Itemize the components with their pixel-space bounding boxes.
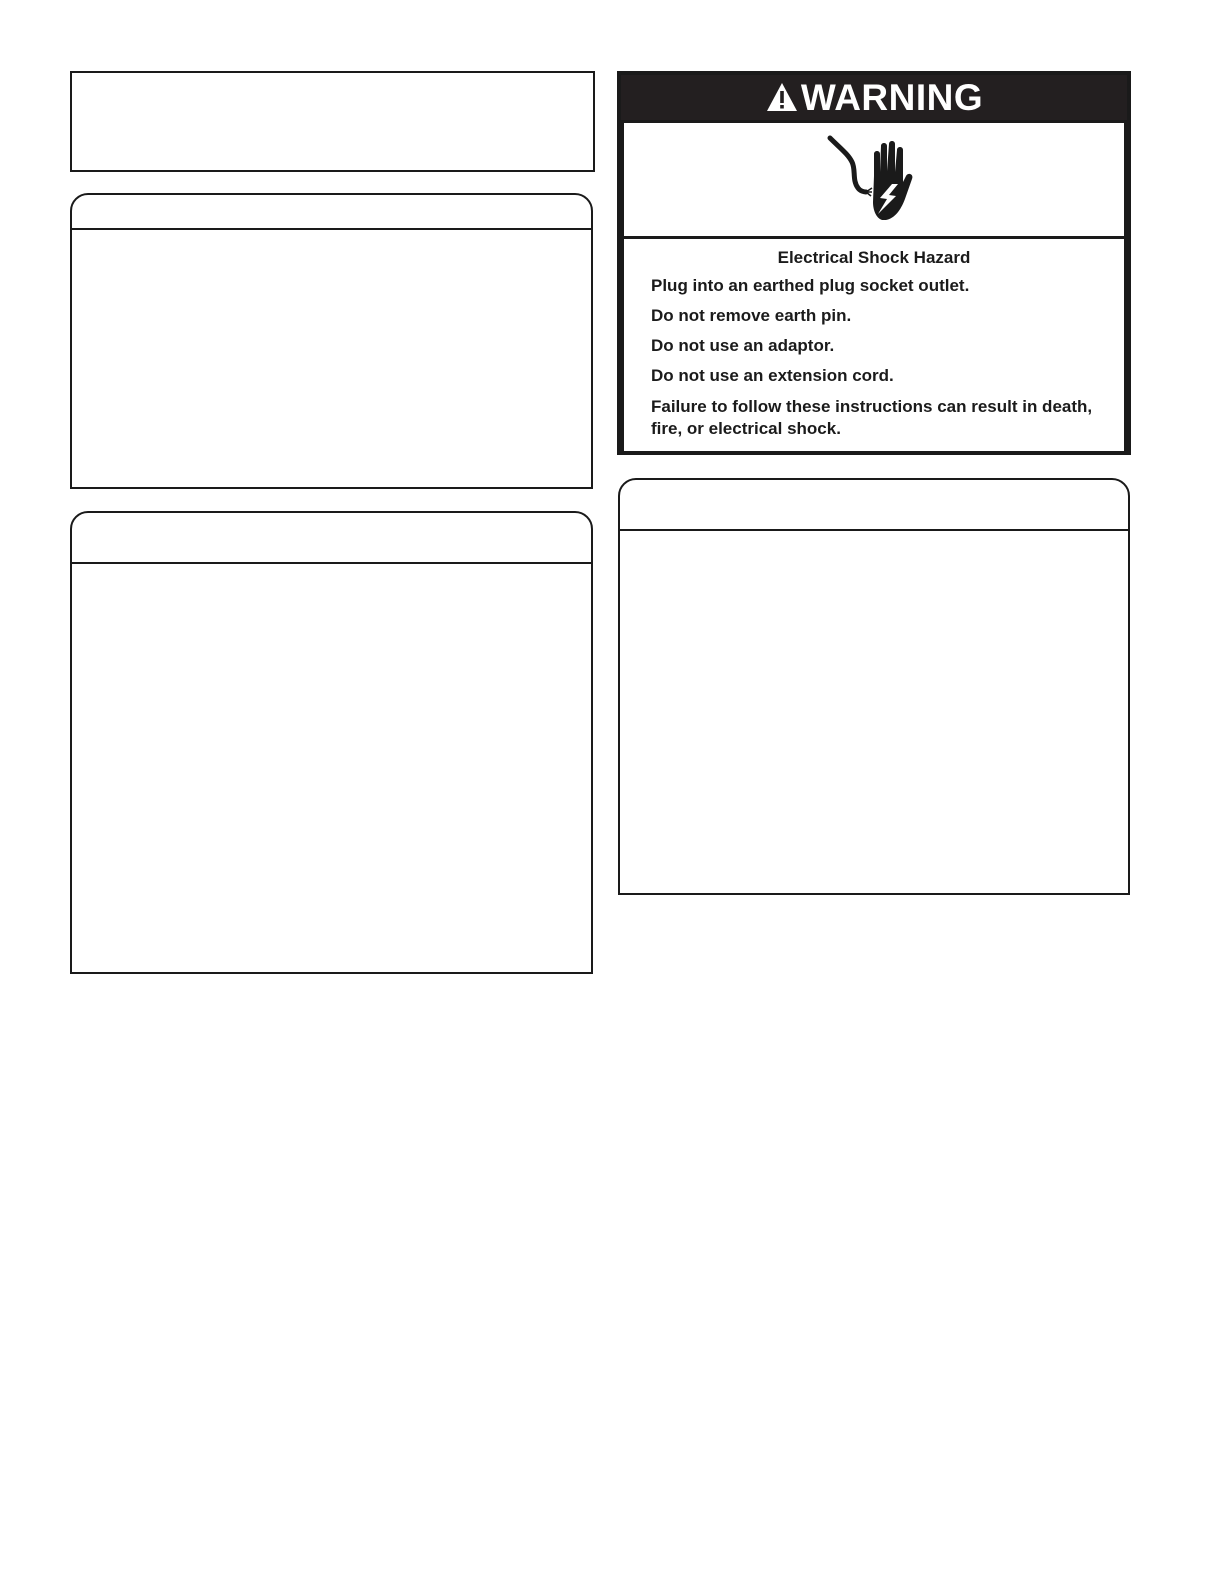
- safety-message: [621, 239, 1127, 451]
- tab-divider: [620, 529, 1128, 531]
- tab-divider: [72, 562, 591, 564]
- instruction-line: Plug into an earthed plug socket outlet.: [651, 276, 970, 295]
- pictogram-frame: [621, 123, 1127, 236]
- hazard-title: Electrical Shock Hazard: [777, 248, 971, 267]
- warning-header: [621, 75, 1127, 120]
- empty-tabbed-box-1: [70, 193, 593, 489]
- consequence-text: Failure to follow these instructions can result in death, fire, or electrical shock.: [651, 397, 1093, 438]
- tab-divider: [72, 228, 591, 230]
- instruction-line: Do not use an extension cord.: [651, 366, 894, 385]
- empty-tabbed-box-3: [618, 478, 1130, 895]
- instruction-line: Do not use an adaptor.: [651, 336, 835, 355]
- pictogram-area: [621, 120, 1127, 239]
- warning-panel: [617, 71, 1131, 455]
- exclamation-triangle-icon: [765, 81, 799, 113]
- empty-notice-box: [70, 71, 595, 172]
- signal-word: WARNING: [800, 77, 984, 118]
- empty-tabbed-box-2: [70, 511, 593, 974]
- instruction-line: Do not remove earth pin.: [651, 306, 852, 325]
